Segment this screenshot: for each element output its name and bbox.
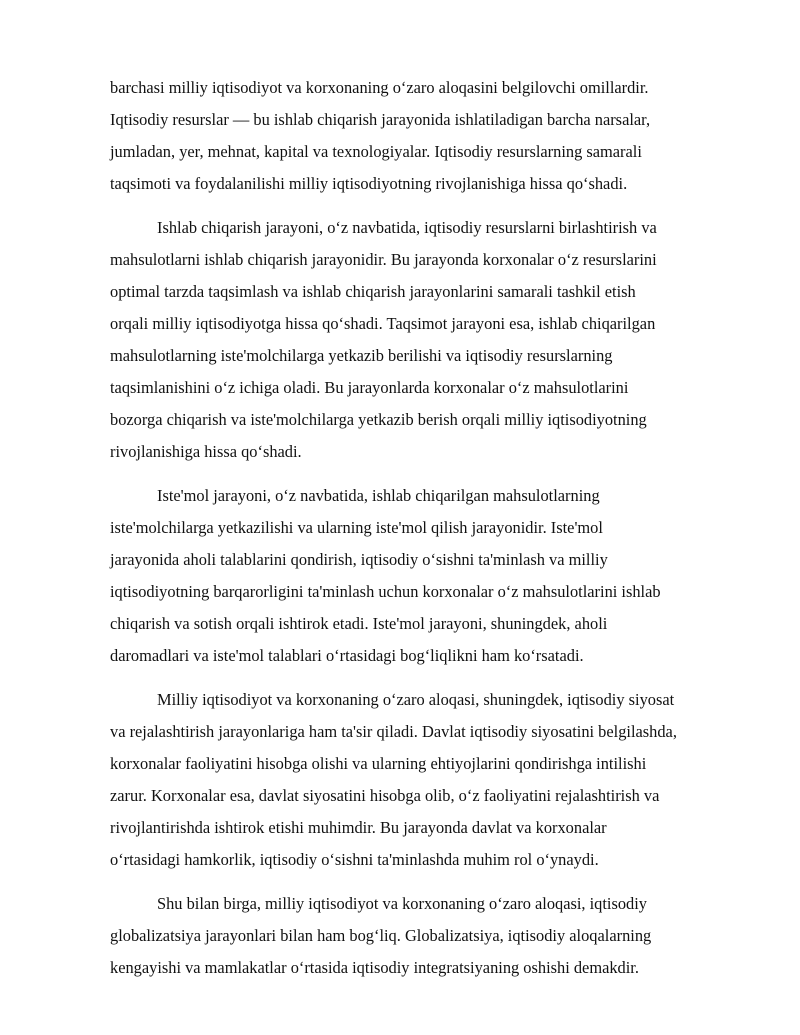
document-body <box>110 72 725 996</box>
text-line: orqali milliy iqtisodiyotga hissa qo‘shadi. Taqsimot jarayoni esa, ishlab chiqarilgan <box>110 314 656 333</box>
text-line: iste'molchilarga yetkazilishi va ularning iste'mol qilish jarayonidir. Iste'mol <box>110 518 603 537</box>
text-line: Shu bilan birga, milliy iqtisodiyot va korxonaning o‘zaro aloqasi, iqtisodiy <box>157 894 647 913</box>
text-line: va rejalashtirish jarayonlariga ham ta'sir qiladi. Davlat iqtisodiy siyosatini belgilashda, <box>110 722 677 741</box>
text-line: o‘rtasidagi hamkorlik, iqtisodiy o‘sishni ta'minlashda muhim rol o‘ynaydi. <box>110 850 599 869</box>
text-line: rivojlanishiga hissa qo‘shadi. <box>110 442 302 461</box>
paragraph-1 <box>110 72 725 200</box>
text-line: korxonalar faoliyatini hisobga olishi va ularning ehtiyojlarini qondirishga intilishi <box>110 754 647 773</box>
text-line: mahsulotlarni ishlab chiqarish jarayonidir. Bu jarayonda korxonalar o‘z resurslarini <box>110 250 657 269</box>
text-line: kengayishi va mamlakatlar o‘rtasida iqtisodiy integratsiyaning oshishi demakdir. <box>110 958 639 977</box>
text-line: chiqarish va sotish orqali ishtirok etadi. Iste'mol jarayoni, shuningdek, aholi <box>110 614 608 633</box>
paragraph-4 <box>110 684 725 876</box>
text-line: optimal tarzda taqsimlash va ishlab chiqarish jarayonlarini samarali tashkil etish <box>110 282 636 301</box>
paragraph-3 <box>110 480 725 672</box>
text-line: Iste'mol jarayoni, o‘z navbatida, ishlab chiqarilgan mahsulotlarning <box>157 486 600 505</box>
text-line: rivojlantirishda ishtirok etishi muhimdir. Bu jarayonda davlat va korxonalar <box>110 818 607 837</box>
text-line: Milliy iqtisodiyot va korxonaning o‘zaro aloqasi, shuningdek, iqtisodiy siyosat <box>157 690 675 709</box>
text-line: zarur. Korxonalar esa, davlat siyosatini hisobga olib, o‘z faoliyatini rejalashtirish va <box>110 786 660 805</box>
paragraph-2 <box>110 212 725 468</box>
text-line: Iqtisodiy resurslar — bu ishlab chiqarish jarayonida ishlatiladigan barcha narsalar, <box>110 110 651 129</box>
text-line: taqsimoti va foydalanilishi milliy iqtisodiyotning rivojlanishiga hissa qo‘shadi. <box>110 174 628 193</box>
text-line: globalizatsiya jarayonlari bilan ham bog‘liq. Globalizatsiya, iqtisodiy aloqalarning <box>110 926 652 945</box>
text-line: jumladan, yer, mehnat, kapital va texnologiyalar. Iqtisodiy resurslarning samarali <box>110 142 642 161</box>
text-line: iqtisodiyotning barqarorligini ta'minlash uchun korxonalar o‘z mahsulotlarini ishlab <box>110 582 661 601</box>
text-line: barchasi milliy iqtisodiyot va korxonaning o‘zaro aloqasini belgilovchi omillardir. <box>110 78 649 97</box>
text-line: bozorga chiqarish va iste'molchilarga yetkazib berish orqali milliy iqtisodiyotning <box>110 410 647 429</box>
text-line: taqsimlanishini o‘z ichiga oladi. Bu jarayonlarda korxonalar o‘z mahsulotlarini <box>110 378 629 397</box>
text-line: daromadlari va iste'mol talablari o‘rtasidagi bog‘liqlikni ham ko‘rsatadi. <box>110 646 584 665</box>
text-line: mahsulotlarning iste'molchilarga yetkazib berilishi va iqtisodiy resurslarning <box>110 346 613 365</box>
paragraph-5 <box>110 888 725 984</box>
text-line: jarayonida aholi talablarini qondirish, iqtisodiy o‘sishni ta'minlash va milliy <box>110 550 608 569</box>
text-line: Ishlab chiqarish jarayoni, o‘z navbatida, iqtisodiy resurslarni birlashtirish va <box>157 218 657 237</box>
